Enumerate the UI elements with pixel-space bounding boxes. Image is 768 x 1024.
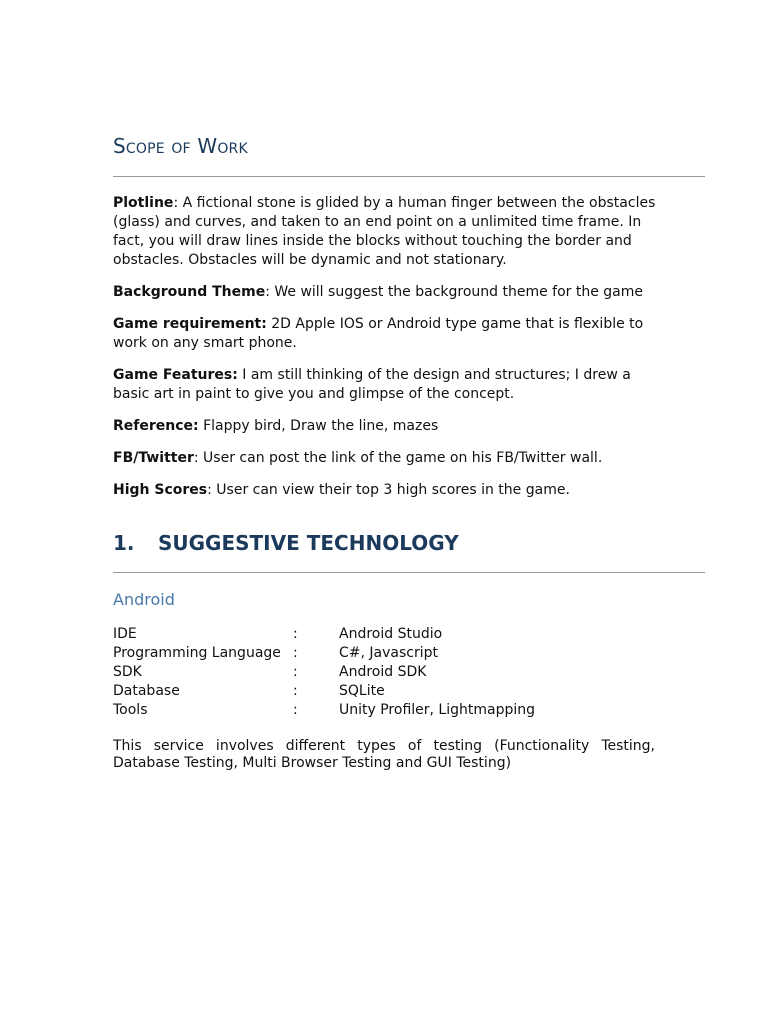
game-requirement-label: Game requirement:	[113, 316, 267, 332]
background-theme-paragraph	[113, 283, 658, 302]
background-theme-text: : We will suggest the background theme for the game	[265, 284, 644, 300]
reference-paragraph	[113, 417, 658, 436]
high-scores-text: : User can view their top 3 high scores in the game.	[207, 482, 570, 498]
fb-twitter-label: FB/Twitter	[113, 450, 194, 466]
divider	[113, 176, 705, 177]
android-subheading: Android	[113, 590, 175, 609]
row-separator: :	[293, 702, 298, 718]
fb-twitter-text: : User can post the link of the game on his FB/Twitter wall.	[193, 450, 603, 466]
scope-title: Scope of Work	[113, 134, 248, 158]
table-row	[113, 625, 639, 644]
game-features-paragraph	[113, 366, 658, 404]
high-scores-label: High Scores	[113, 482, 208, 498]
plotline-paragraph	[113, 194, 658, 270]
plotline-text: : A fictional stone is glided by a human finger between the obstacles (glass) and curves, and taken to an end point on a unlimited time frame. In fact, you will draw lines inside the blocks without touching the border and obstacles. Obstacles will be dynamic and not stationary.	[113, 195, 656, 268]
section-title: SUGGESTIVE TECHNOLOGY	[158, 531, 459, 555]
row-value: Android SDK	[339, 664, 427, 680]
divider	[113, 572, 705, 573]
row-separator: :	[293, 645, 298, 661]
row-key: IDE	[113, 626, 137, 642]
high-scores-paragraph	[113, 481, 658, 500]
document-page	[113, 0, 705, 1024]
game-features-label: Game Features:	[113, 367, 238, 383]
plotline-label: Plotline	[113, 195, 174, 211]
table-row	[113, 663, 639, 682]
game-features-text: I am still thinking of the design and structures; I drew a basic art in paint to give you and glimpse of the concept.	[113, 367, 631, 402]
scope-paragraphs	[113, 194, 658, 513]
row-separator: :	[293, 626, 298, 642]
row-key: Database	[113, 683, 180, 699]
technology-table	[113, 625, 639, 720]
row-key: SDK	[113, 664, 142, 680]
service-note: This service involves different types of testing (Functionality Testing, Database Testing, Multi Browser Testing and GUI Testing)	[113, 738, 655, 771]
row-value: SQLite	[339, 683, 385, 699]
reference-text: Flappy bird, Draw the line, mazes	[198, 418, 439, 434]
row-separator: :	[293, 664, 298, 680]
table-row	[113, 701, 639, 720]
game-requirement-text: 2D Apple IOS or Android type game that is flexible to work on any smart phone.	[113, 316, 644, 351]
table-row	[113, 682, 639, 701]
background-theme-label: Background Theme	[113, 284, 266, 300]
section-heading	[113, 531, 459, 555]
row-value: Unity Profiler, Lightmapping	[339, 702, 535, 718]
table-row	[113, 644, 639, 663]
game-requirement-paragraph	[113, 315, 658, 353]
row-value: Android Studio	[339, 626, 443, 642]
section-number: 1.	[113, 531, 135, 555]
row-separator: :	[293, 683, 298, 699]
fb-twitter-paragraph	[113, 449, 658, 468]
row-value: C#, Javascript	[339, 645, 438, 661]
row-key: Programming Language	[113, 645, 281, 661]
row-key: Tools	[113, 702, 148, 718]
reference-label: Reference:	[113, 418, 199, 434]
